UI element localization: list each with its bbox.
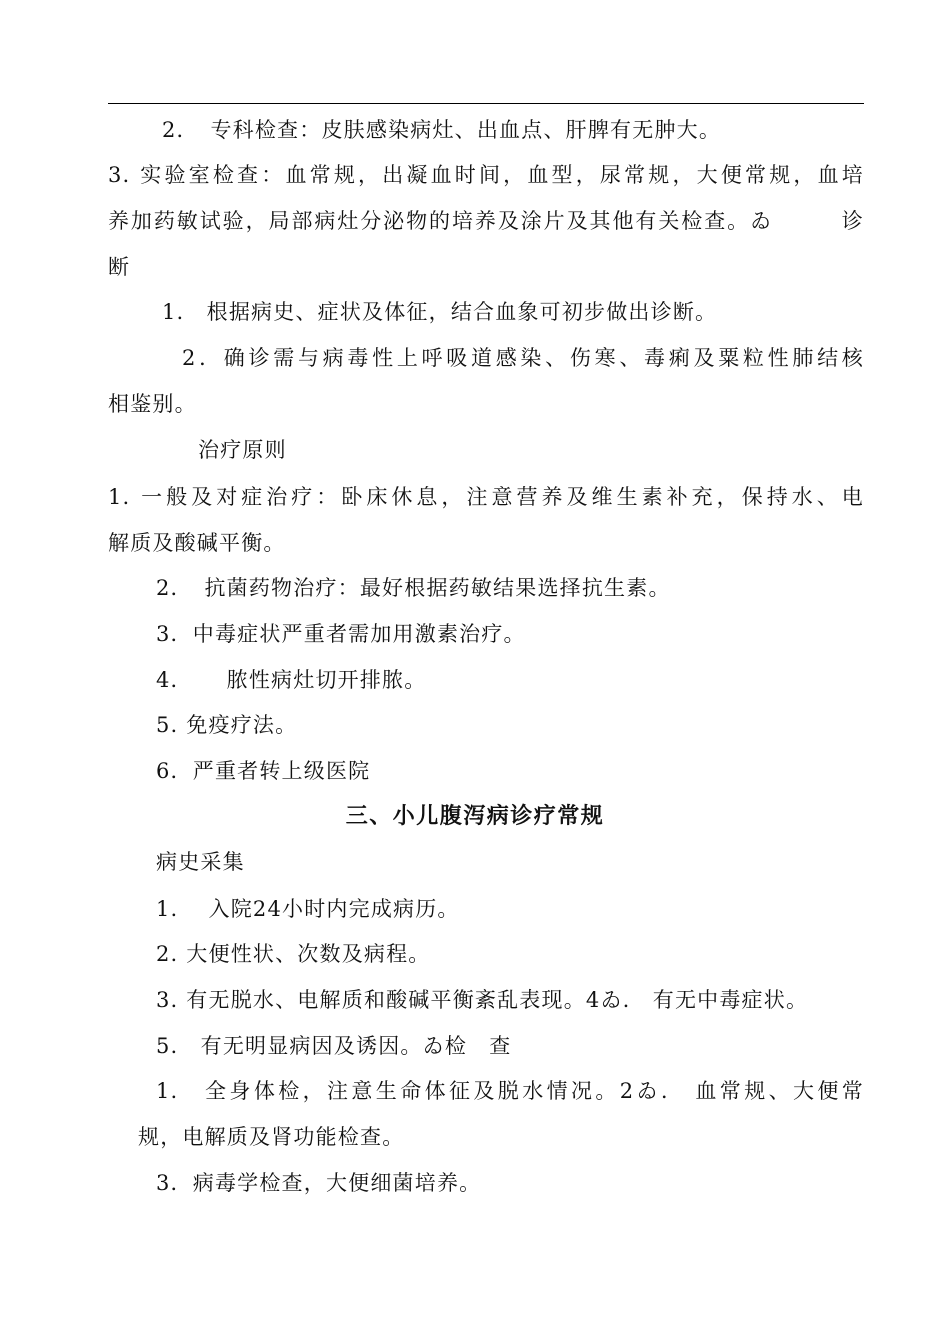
text-line: 3. 有无脱水、电解质和酸碱平衡紊乱表现。4ゐ. 有无中毒症状。 <box>156 988 809 1012</box>
section-label: 治疗原则 <box>198 438 287 462</box>
section-label: 病史采集 <box>156 850 245 874</box>
text-line: 养加药敏试验，局部病灶分泌物的培养及涂片及其他有关检查。ゐ 诊 <box>108 209 864 233</box>
text-line: 规，电解质及肾功能检查。 <box>138 1125 405 1149</box>
text-line: 2． 抗菌药物治疗：最好根据药敏结果选择抗生素。 <box>156 576 671 600</box>
text-line: 2．确诊需与病毒性上呼吸道感染、伤寒、毒痢及粟粒性肺结核 <box>182 346 864 370</box>
text-line: 5. 有无明显病因及诱因。ゐ检 查 <box>156 1034 512 1058</box>
text-line: 5. 免疫疗法。 <box>156 713 298 737</box>
text-line: 4． 脓性病灶切开排脓。 <box>156 668 427 692</box>
text-line: 解质及酸碱平衡。 <box>108 531 286 555</box>
text-line: 1. 根据病史、症状及体征，结合血象可初步做出诊断。 <box>162 300 718 324</box>
text-line: 相鉴别。 <box>108 392 197 416</box>
section-heading: 三、小儿腹泻病诊疗常规 <box>345 804 605 829</box>
text-line: 1. 入院24小时内完成病历。 <box>156 897 460 921</box>
header-rule <box>108 103 864 104</box>
text-line: 断 <box>108 255 131 279</box>
text-line: 2． 专科检查：皮肤感染病灶、出血点、肝脾有无肿大。 <box>162 118 722 142</box>
text-line: 3．中毒症状严重者需加用激素治疗。 <box>156 622 526 646</box>
text-line: 1. 全身体检，注意生命体征及脱水情况。2ゐ. 血常规、大便常 <box>156 1079 864 1103</box>
text-line: 1. 一般及对症治疗：卧床休息，注意营养及维生素补充，保持水、电 <box>108 485 864 509</box>
text-line: 3. 实验室检查：血常规，出凝血时间，血型，尿常规，大便常规，血培 <box>108 163 864 187</box>
text-line: 6．严重者转上级医院 <box>156 759 371 783</box>
text-line: 2. 大便性状、次数及病程。 <box>156 942 431 966</box>
text-line: 3．病毒学检查，大便细菌培养。 <box>156 1171 482 1195</box>
